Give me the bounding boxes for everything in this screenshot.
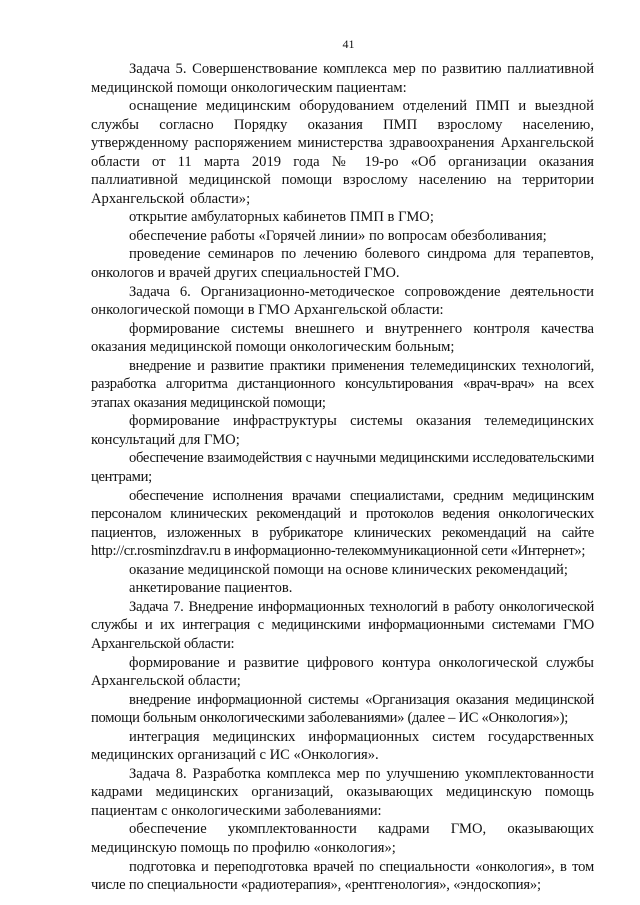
paragraph: оказание медицинской помощи на основе клинических рекомендаций; <box>129 561 568 578</box>
paragraph: внедрение и развитие практики применения телемедицинских технологий, разработка алгоритма дистанционного консультирования «врач-врач» на всех этапах оказания медицинской помощи; <box>91 357 594 411</box>
paragraph: формирование инфраструктуры системы оказания телемедицинских консультаций для ГМО; <box>91 413 594 448</box>
task-7-heading: Задача 7. Внедрение информационных технологий в работу онкологической службы и их интеграция с медицинскими информационными системами ГМО Архангельской области: <box>91 598 594 652</box>
paragraph: формирование системы внешнего и внутреннего контроля качества оказания медицинской помощи онкологическим больным; <box>91 320 594 356</box>
paragraph: анкетирование пациентов. <box>129 580 293 597</box>
paragraph: обеспечение исполнения врачами специалистами, средним медицинским персоналом клинических рекомендаций и протоколов ведения онкологических пациентов, изложенных в рубрикаторе клинических рекомендаций на сайте http://cr.rosminzdrav.ru в информационно-телекоммуникационной сети «Интернет»; <box>91 487 594 560</box>
task-6-heading: Задача 6. Организационно-методическое сопровождение деятельности онкологической помощи в ГМО Архангельской области: <box>91 283 594 319</box>
paragraph: оснащение медицинским оборудованием отделений ПМП и выездной службы согласно Порядку оказания ПМП взрослому населению, утвержденному распоряжением министерства здравоохранения Архангельской области от 11 марта 2019 года № 19-ро «Об организации оказания паллиативной медицинской помощи взрослому населению на территории Архангельской области»; <box>91 98 594 207</box>
paragraph: обеспечение работы «Горячей линии» по вопросам обезболивания; <box>129 227 547 244</box>
task-8-heading: Задача 8. Разработка комплекса мер по улучшению укомплектованности кадрами медицинских организаций, оказывающих медицинскую помощь пациентам с онкологическими заболеваниями: <box>91 765 594 819</box>
paragraph: внедрение информационной системы «Организация оказания медицинской помощи больным онкологическими заболеваниями» (далее – ИС «Онкология»); <box>91 691 594 727</box>
document-body <box>91 60 594 895</box>
paragraph: интеграция медицинских информационных систем государственных медицинских организаций с ИС «Онкология». <box>91 728 594 764</box>
paragraph: обеспечение укомплектованности кадрами ГМО, оказывающих медицинскую помощь по профилю «онкология»; <box>91 821 594 856</box>
paragraph: обеспечение взаимодействия с научными медицинскими исследовательскими центрами; <box>91 450 594 486</box>
task-5-heading: Задача 5. Совершенствование комплекса мер по развитию паллиативной медицинской помощи онкологическим пациентам: <box>91 61 594 96</box>
paragraph: формирование и развитие цифрового контура онкологической службы Архангельской области; <box>91 654 594 690</box>
paragraph: проведение семинаров по лечению болевого синдрома для терапевтов, онкологов и врачей других специальностей ГМО. <box>91 246 594 282</box>
paragraph: открытие амбулаторных кабинетов ПМП в ГМО; <box>129 209 434 226</box>
paragraph: подготовка и переподготовка врачей по специальности «онкология», в том числе по специальности «радиотерапия», «рентгенология», «эндоскопия»; <box>91 858 594 894</box>
page-number: 41 <box>342 37 355 51</box>
